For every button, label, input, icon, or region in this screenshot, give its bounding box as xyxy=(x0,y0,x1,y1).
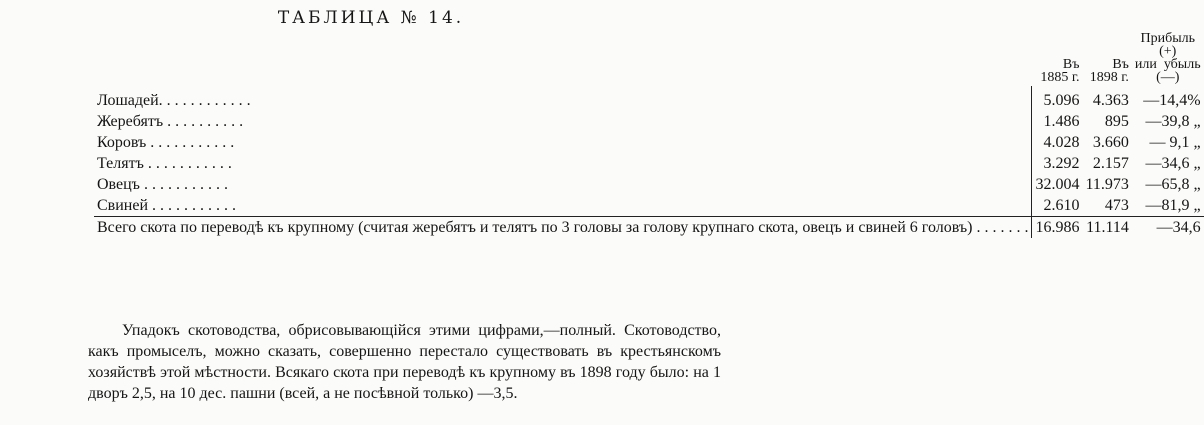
table-total-row xyxy=(94,217,1204,239)
header-1885: Въ 1885 г. xyxy=(1040,57,1080,85)
row-value-1885: 1.486 xyxy=(1032,111,1083,132)
row-value-1885: 5.096 xyxy=(1032,86,1083,111)
row-change: —81,9 „ xyxy=(1145,197,1201,214)
row-value-1898: 895 xyxy=(1104,113,1129,130)
row-value-1898: 4.363 xyxy=(1092,92,1129,109)
table-row xyxy=(94,132,1204,153)
row-value-1885: 3.292 xyxy=(1032,153,1083,174)
table-row xyxy=(94,86,1204,111)
row-value-1885: 4.028 xyxy=(1032,132,1083,153)
row-label: Телятъ . . . . . . . . . . . xyxy=(97,155,232,172)
total-label: Всего скота по переводѣ къ крупному (считая жеребятъ и телятъ по 3 головы за голову крупнаго скота, овецъ и свиней 6 головъ) . . . . . . . xyxy=(94,217,1032,239)
table-header-row xyxy=(94,32,1204,86)
row-value-1885: 32.004 xyxy=(1032,174,1083,195)
row-value-1885: 2.610 xyxy=(1032,195,1083,217)
row-change: —14,4% xyxy=(1143,92,1201,109)
total-value-1898: 11.114 xyxy=(1082,217,1131,239)
row-value-1898: 473 xyxy=(1104,197,1129,214)
header-change-line3: (—) xyxy=(1156,70,1180,85)
row-label: Коровъ . . . . . . . . . . . xyxy=(97,134,235,151)
row-label: Жеребятъ . . . . . . . . . . xyxy=(97,113,244,130)
table-row xyxy=(94,195,1204,217)
header-change-line2: или убыль xyxy=(1134,57,1201,72)
row-change: — 9,1 „ xyxy=(1149,134,1201,151)
table-row xyxy=(94,174,1204,195)
row-value-1898: 3.660 xyxy=(1092,134,1129,151)
table-row xyxy=(94,111,1204,132)
header-1898: Въ 1898 г. xyxy=(1089,57,1129,85)
table-title: ТАБЛИЦА № 14. xyxy=(277,8,465,28)
header-label-column xyxy=(94,32,1032,86)
total-value-1885: 16.986 xyxy=(1032,217,1083,239)
livestock-table xyxy=(94,32,1204,238)
row-label: Лошадей. . . . . . . . . . . . xyxy=(97,92,251,109)
total-change: —34,6 xyxy=(1132,217,1204,239)
body-paragraph: Упадокъ скотоводства, обрисовывающійся этими цифрами,—полный. Скотоводство, какъ промыселъ, можно сказать, совершенно перестало существовать въ крестьянскомъ хозяйствѣ этой мѣстности. Всякаго скота при переводѣ къ крупному въ 1898 году было: на 1 дворъ 2,5, на 10 дес. пашни (всей, а не посѣвной только) —3,5. xyxy=(88,322,721,402)
row-label: Свиней . . . . . . . . . . . xyxy=(97,197,237,214)
header-change-line1: Прибыль (+) xyxy=(1140,31,1195,59)
row-value-1898: 11.973 xyxy=(1085,176,1129,193)
table-row xyxy=(94,153,1204,174)
row-change: —39,8 „ xyxy=(1145,113,1201,130)
row-change: —34,6 „ xyxy=(1145,155,1201,172)
row-change: —65,8 „ xyxy=(1145,176,1201,193)
row-value-1898: 2.157 xyxy=(1092,155,1129,172)
header-change xyxy=(1132,32,1204,86)
row-label: Овецъ . . . . . . . . . . . xyxy=(97,176,228,193)
